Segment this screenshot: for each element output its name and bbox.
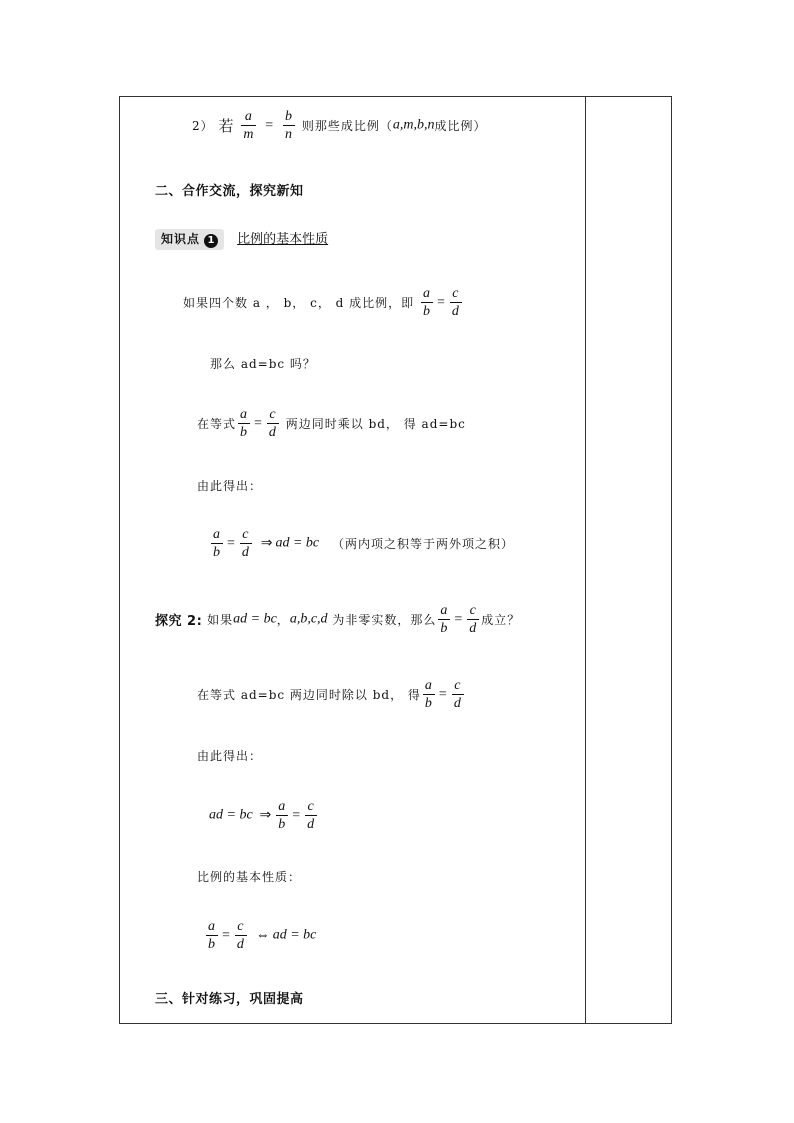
section-2-heading: 二、合作交流，探究新知 (155, 184, 304, 199)
variables: a,m,b,n (392, 117, 435, 133)
paragraph-if-proportional (183, 285, 464, 320)
ruo-char: 若 (218, 117, 235, 135)
denominator: b (213, 545, 221, 560)
paragraph-question: 那么 ad=bc 吗？ (210, 357, 316, 371)
explore-label: 探究 2: (155, 614, 203, 629)
comma: ， (276, 613, 290, 627)
knowledge-title: 比例的基本性质 (237, 232, 329, 247)
expr-ad-bc: ad = bc (233, 611, 277, 627)
numerator: a (240, 407, 249, 422)
denominator: d (236, 937, 245, 952)
equals-sign: = (222, 927, 231, 943)
question-text-end: 成比例） (434, 119, 487, 133)
equals-sign: = (438, 686, 448, 702)
fraction-a-b (238, 406, 250, 441)
paragraph-multiply (197, 406, 466, 441)
paragraph-divide (197, 677, 466, 712)
numerator: a (213, 527, 221, 542)
fraction-a-b (206, 918, 218, 953)
paragraph-basic-property: 比例的基本性质： (197, 870, 302, 884)
expr-ad-bc: ad = bc (272, 927, 317, 943)
numerator: c (240, 526, 252, 544)
numerator: c (267, 406, 279, 424)
numerator: a (208, 919, 216, 934)
denominator: b (208, 937, 216, 952)
paragraph-therefore: 由此得出： (197, 479, 263, 493)
numerator: a (241, 108, 256, 126)
numerator: c (452, 677, 464, 695)
numerator: c (235, 918, 247, 936)
fraction-a-b (211, 526, 223, 561)
question-text: 则那些成比例（ (301, 119, 393, 133)
equals-sign: = (265, 117, 275, 133)
equivalent-arrow-icon: ⇔ (255, 927, 271, 943)
fraction-c-d (467, 602, 479, 637)
formula-note: （两内项之积等于两外项之积） (331, 537, 514, 551)
expr-ad-bc: ad = bc (275, 535, 320, 551)
formula-equivalent (204, 918, 316, 953)
denominator: b (278, 817, 287, 832)
numerator: c (305, 798, 317, 816)
equals-sign: = (436, 294, 446, 310)
denominator: d (453, 696, 462, 711)
numerator: a (440, 603, 449, 618)
denominator: d (451, 304, 460, 319)
fraction-c-d (240, 526, 252, 561)
numerator: a (278, 799, 287, 814)
fraction-a-b (276, 798, 288, 833)
equals-sign: = (454, 611, 464, 627)
line-2-question (192, 108, 486, 143)
badge-label: 知识点 (161, 232, 201, 246)
p6-pre: 在等式 ad=bc 两边同时除以 bd， 得 (197, 688, 421, 702)
p3-post: 两边同时乘以 bd， 得 ad=bc (285, 417, 466, 431)
numerator: c (450, 285, 462, 303)
p1-text: 如果四个数 a ， b， c， d 成比例，即 (183, 296, 415, 310)
implies-arrow-icon: ⇒ (260, 536, 274, 551)
denominator: b (424, 696, 433, 711)
denominator: m (243, 127, 255, 142)
denominator: d (307, 817, 316, 832)
fraction-c-d (452, 677, 464, 712)
variables: a,b,c,d (289, 611, 328, 627)
knowledge-badge (155, 229, 224, 250)
fraction-a-b (421, 285, 433, 320)
explore-text-1: 如果 (207, 613, 234, 627)
equals-sign: = (254, 415, 263, 431)
number-circle-icon: 1 (204, 234, 218, 248)
explore-2 (155, 602, 520, 637)
fraction-c-d (450, 285, 462, 320)
numerator: c (467, 602, 479, 620)
paragraph-therefore-2: 由此得出： (197, 749, 263, 763)
section-3-heading: 三、针对练习，巩固提高 (155, 992, 304, 1007)
formula-implies-2 (209, 798, 319, 833)
fraction-c-d (305, 798, 317, 833)
denominator: b (422, 304, 431, 319)
knowledge-point (155, 228, 328, 250)
denominator: d (469, 621, 478, 636)
fraction-a-b (423, 677, 435, 712)
denominator: b (440, 621, 449, 636)
fraction-a-m (241, 108, 256, 143)
denominator: d (268, 425, 277, 440)
numerator: a (422, 286, 431, 301)
numerator: a (424, 678, 433, 693)
denominator: b (240, 425, 249, 440)
fraction-a-b (438, 602, 450, 637)
column-divider (585, 96, 586, 1024)
equals-sign: = (292, 807, 302, 823)
p3-pre: 在等式 (197, 417, 237, 431)
numerator: b (285, 109, 293, 124)
fraction-b-n (283, 108, 295, 143)
denominator: d (241, 545, 250, 560)
implies-arrow-icon: ⇒ (259, 808, 273, 823)
fraction-c-d (267, 406, 279, 441)
expr-ad-bc: ad = bc (209, 807, 253, 823)
denominator: n (285, 127, 293, 142)
formula-implies (209, 526, 514, 561)
explore-text-3: 成立？ (481, 613, 521, 627)
item-number: 2） (192, 119, 214, 133)
fraction-c-d (235, 918, 247, 953)
explore-text-2: 为非零实数，那么 (332, 613, 437, 627)
equals-sign: = (227, 535, 236, 551)
